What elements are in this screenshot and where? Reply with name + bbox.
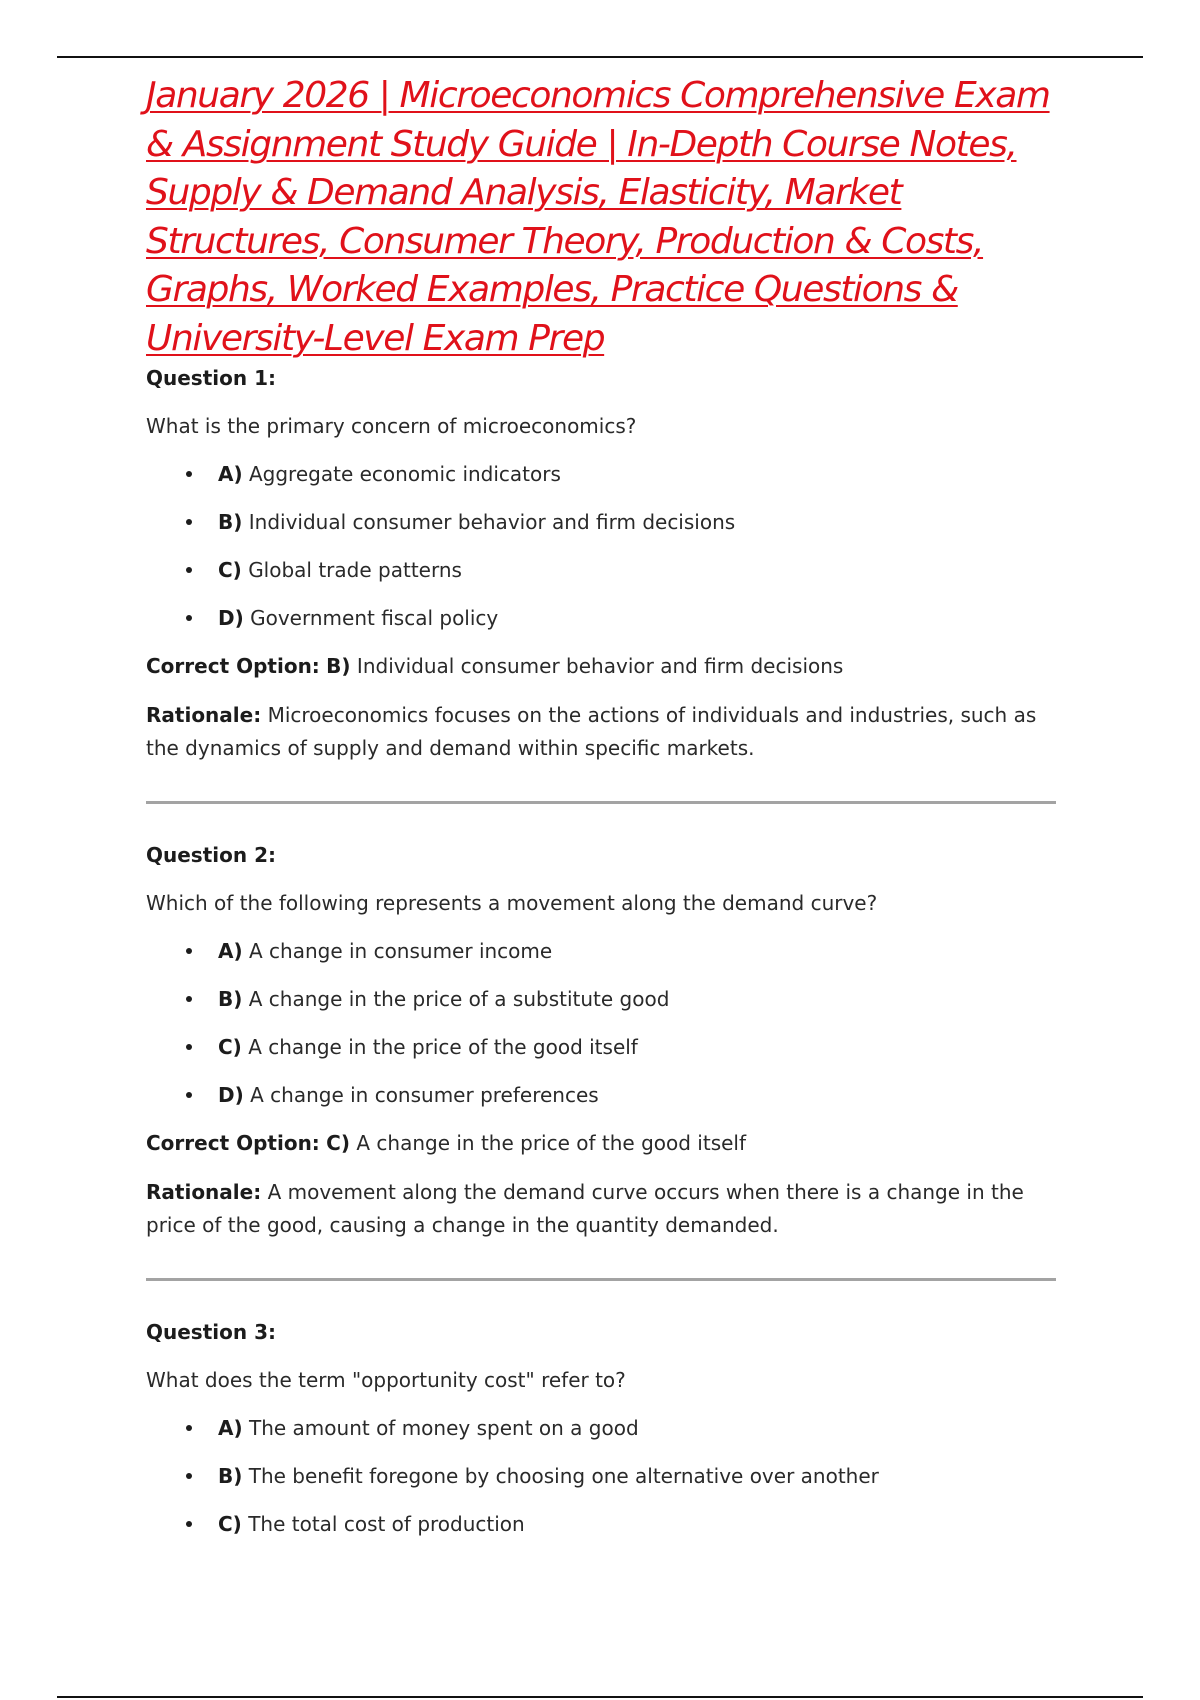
bullet-icon (186, 1473, 192, 1479)
section-divider (146, 1278, 1056, 1281)
correct-option-label: Correct Option: (146, 654, 320, 678)
correct-option-letter: C) (326, 1131, 350, 1155)
option-item (146, 936, 1056, 966)
option-item (146, 1080, 1056, 1110)
option-letter: C) (218, 558, 242, 582)
rationale-text: A movement along the demand curve occurs when there is a change in the price of the good, causing a change in the quantity demanded. (146, 1180, 1024, 1237)
option-item (146, 507, 1056, 537)
question-1 (146, 363, 1056, 765)
bullet-icon (186, 519, 192, 525)
bullet-icon (186, 1521, 192, 1527)
question-text: Which of the following represents a movement along the demand curve? (146, 891, 878, 915)
question-heading: Question 1: (146, 366, 276, 390)
option-letter: A) (218, 1416, 243, 1440)
option-letter: D) (218, 1083, 244, 1107)
correct-option-label: Correct Option: (146, 1131, 320, 1155)
bullet-icon (186, 615, 192, 621)
option-list (146, 459, 1056, 633)
bullet-icon (186, 1092, 192, 1098)
bullet-icon (186, 1044, 192, 1050)
option-text: The total cost of production (248, 1512, 525, 1536)
option-text: Individual consumer behavior and firm decisions (248, 510, 736, 534)
correct-option-text: A change in the price of the good itself (356, 1131, 747, 1155)
option-letter: B) (218, 987, 243, 1011)
option-text: Government fiscal policy (250, 606, 499, 630)
question-heading: Question 2: (146, 843, 276, 867)
option-letter: C) (218, 1035, 242, 1059)
option-text: A change in consumer income (248, 939, 553, 963)
option-text: Aggregate economic indicators (248, 462, 561, 486)
option-list (146, 936, 1056, 1110)
rationale (146, 1176, 1056, 1242)
option-item (146, 1461, 1056, 1491)
option-letter: B) (218, 510, 243, 534)
footer-rule (57, 1696, 1143, 1698)
option-text: A change in the price of a substitute good (248, 987, 670, 1011)
option-item (146, 1032, 1056, 1062)
correct-option (146, 1128, 1056, 1158)
bullet-icon (186, 567, 192, 573)
option-item (146, 459, 1056, 489)
question-2 (146, 840, 1056, 1242)
correct-option-letter: B) (326, 654, 351, 678)
bullet-icon (186, 471, 192, 477)
option-letter: D) (218, 606, 244, 630)
header-rule (57, 56, 1143, 58)
question-heading: Question 3: (146, 1320, 276, 1344)
option-text: A change in consumer preferences (250, 1083, 599, 1107)
option-letter: A) (218, 462, 243, 486)
question-text: What does the term "opportunity cost" refer to? (146, 1368, 626, 1392)
rationale (146, 699, 1056, 765)
option-text: A change in the price of the good itself (248, 1035, 638, 1059)
question-3 (146, 1317, 1056, 1539)
document-body (146, 72, 1056, 1557)
correct-option (146, 651, 1056, 681)
rationale-text: Microeconomics focuses on the actions of individuals and industries, such as the dynamics of supply and demand within specific markets. (146, 703, 1037, 760)
option-item (146, 1509, 1056, 1539)
document-title-link[interactable]: January 2026 | Microeconomics Comprehensive Exam & Assignment Study Guide | In-Depth Course Notes, Supply & Demand Analysis, Elasticity, Market Structures, Consumer Theory, Production & Costs, Graphs, Worked Examples, Practice Questions & University-Level Exam Prep (146, 75, 1050, 359)
option-text: The amount of money spent on a good (248, 1416, 639, 1440)
option-letter: B) (218, 1464, 243, 1488)
bullet-icon (186, 1425, 192, 1431)
correct-option-text: Individual consumer behavior and firm decisions (356, 654, 844, 678)
rationale-label: Rationale: (146, 703, 262, 727)
question-text: What is the primary concern of microeconomics? (146, 414, 637, 438)
option-item (146, 984, 1056, 1014)
option-letter: A) (218, 939, 243, 963)
option-list (146, 1413, 1056, 1539)
option-text: Global trade patterns (248, 558, 462, 582)
bullet-icon (186, 996, 192, 1002)
section-divider (146, 801, 1056, 804)
rationale-label: Rationale: (146, 1180, 262, 1204)
option-item (146, 1413, 1056, 1443)
bullet-icon (186, 948, 192, 954)
option-text: The benefit foregone by choosing one alternative over another (248, 1464, 879, 1488)
option-letter: C) (218, 1512, 242, 1536)
option-item (146, 555, 1056, 585)
option-item (146, 603, 1056, 633)
